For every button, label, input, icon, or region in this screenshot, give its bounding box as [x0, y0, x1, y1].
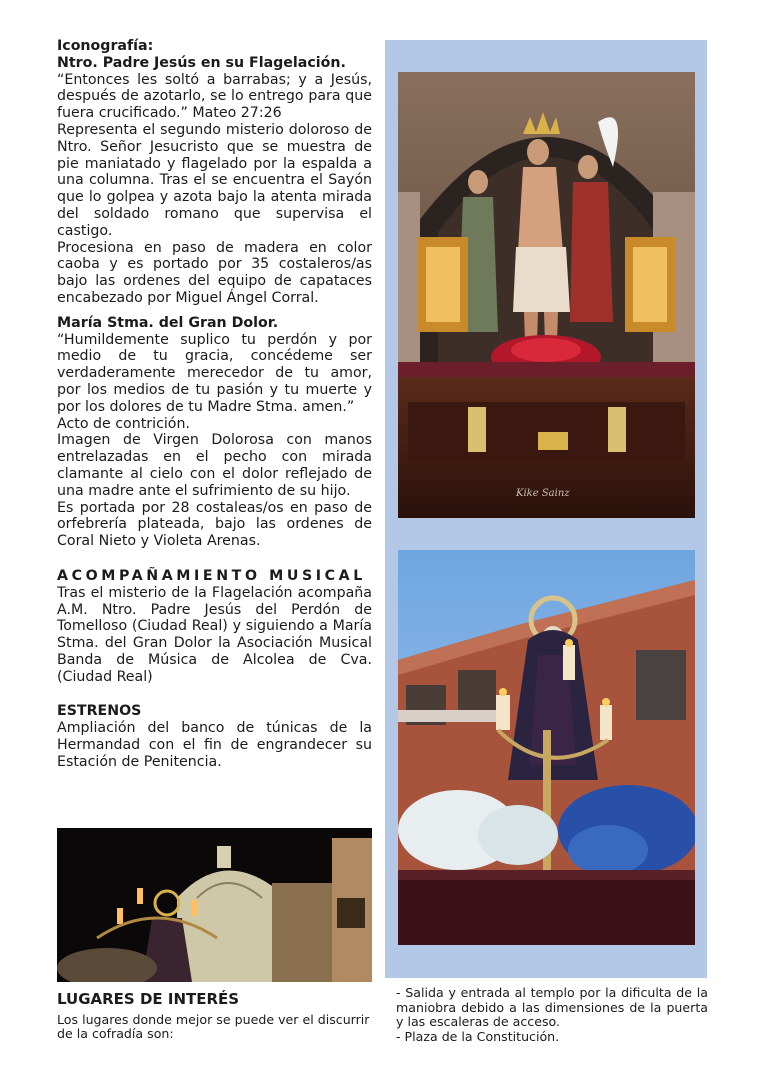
lugares-item-1: - Salida y entrada al templo por la dificulta de la maniobra debido a las dimensiones de la puerta y las escaleras de acceso. [396, 985, 708, 1030]
musical-text: Tras el misterio de la Flagelación acompaña A.M. Ntro. Padre Jesús del Perdón de Tomelloso (Ciudad Real) y siguiendo a María Stma. del Gran Dolor la Asociación Musical Banda de Música de Alcolea de Cva. (Ciudad Real) [57, 584, 372, 685]
estrenos-heading: ESTRENOS [57, 703, 142, 720]
photo-credit: Kike Sainz [516, 488, 570, 499]
maria-procession: Es portada por 28 costaleas/os en paso de orfebrería plateada, bajo las ordenes de Coral Nieto y Violeta Arenas. [57, 499, 372, 550]
maria-quote-source: Acto de contrición. [57, 415, 190, 432]
lugares-heading: LUGARES DE INTERÉS [57, 990, 240, 1008]
lugares-intro: Los lugares donde mejor se puede ver el discurrir de la cofradía son: [57, 1012, 370, 1042]
maria-photo [398, 550, 695, 945]
lugares-list [396, 986, 708, 1044]
maria-illustration [398, 550, 695, 945]
night-procession-photo [57, 828, 372, 982]
maria-heading: María Stma. del Gran Dolor. [57, 314, 279, 331]
flagelacion-description: Representa el segundo misterio doloroso de Ntro. Señor Jesucristo que se muestra de pie maniatado y flagelado por la espalda a una columna. Tras el se encuentra el Sayón que lo golpea y azota bajo la atenta mirada del soldado romano que supervisa el castigo. [57, 121, 372, 239]
flagelacion-procession: Procesiona en paso de madera en color caoba y es portado por 35 costaleros/as bajo las ordenes del equipo de capataces encabezado por Miguel Ángel Corral. [57, 239, 372, 306]
lugares-item-2: - Plaza de la Constitución. [396, 1028, 560, 1044]
flagelacion-illustration [398, 72, 695, 518]
musical-heading: ACOMPAÑAMIENTO MUSICAL [57, 567, 366, 584]
estrenos-text: Ampliación del banco de túnicas de la Hermandad con el fin de engrandecer su Estación de Penitencia. [57, 720, 372, 770]
left-text-column [57, 38, 372, 771]
flagelacion-quote: “Entonces les soltó a barrabas; y a Jesús, después de azotarlo, se lo entrego para que fuera crucificado.” Mateo 27:26 [57, 71, 372, 122]
flagelacion-photo [398, 72, 695, 518]
iconografia-heading: Iconografía: [57, 38, 154, 54]
night-illustration [57, 828, 372, 982]
maria-quote: “Humildemente suplico tu perdón y por medio de tu gracia, concédeme ser verdaderamente merecedor de tu amor, por los medios de tu pasión y tu muerte y por los dolores de tu Madre Stma. amen.” [57, 331, 372, 415]
maria-description: Imagen de Virgen Dolorosa con manos entrelazadas en el pecho con mirada clamante al cielo con el dolor reflejado de una madre ante el sufrimiento de su hijo. [57, 432, 372, 499]
flagelacion-heading: Ntro. Padre Jesús en su Flagelación. [57, 54, 346, 71]
